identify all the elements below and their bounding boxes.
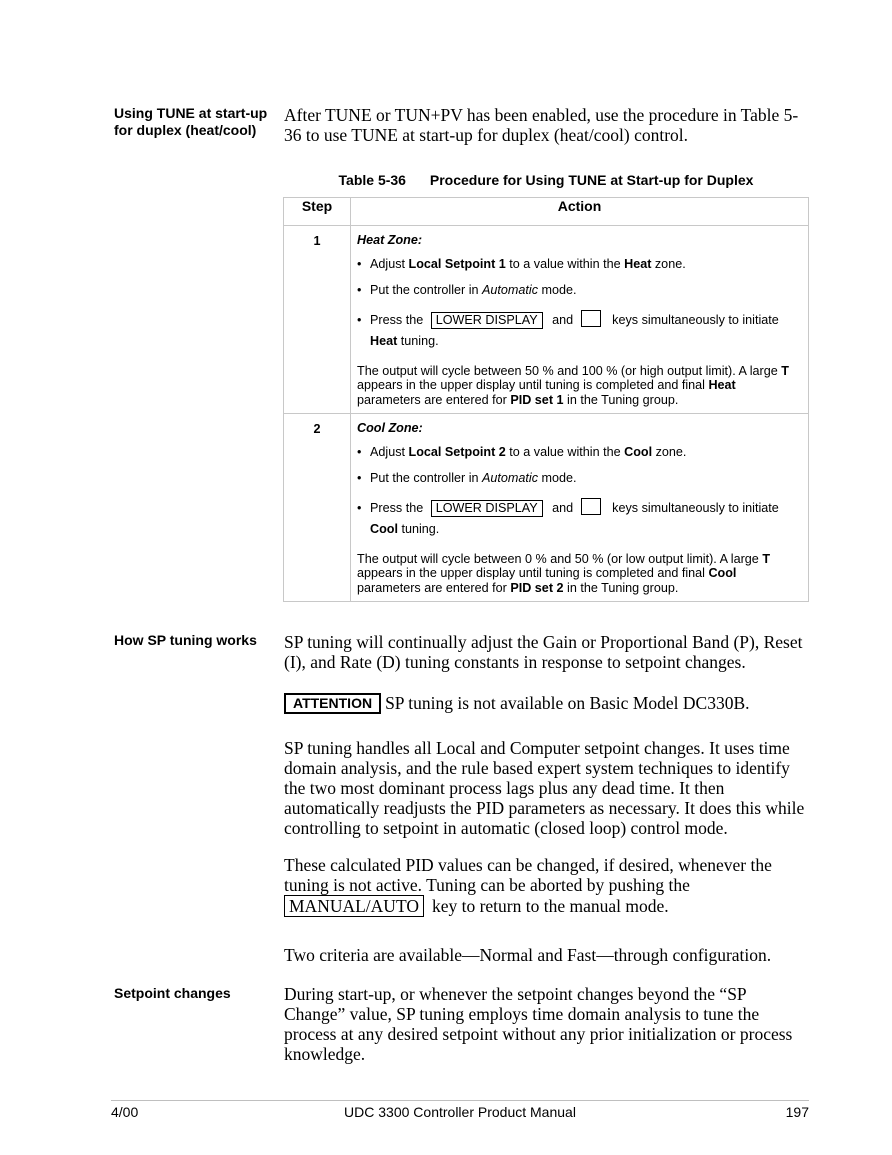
step-action	[351, 226, 809, 414]
step-note: The output will cycle between 0 % and 50 % (or low output limit). A large T appears in the upper display until tuning is completed and final Cool parameters are entered for PID set 2 in the Tuning group.	[357, 551, 771, 595]
attention-note	[284, 693, 810, 714]
blank-key-icon	[581, 310, 601, 327]
setpoint-changes-paragraph: During start-up, or whenever the setpoint changes beyond the “SP Change” value, SP tuning employs time domain analysis to tune the process at any desired setpoint without any prior initialization or process knowledge.	[284, 984, 793, 1064]
bullet-press-keys: • Press the LOWER DISPLAY and keys simultaneously to initiate Heat tuning.	[357, 310, 802, 352]
procedure-table	[283, 197, 809, 602]
lower-display-key: LOWER DISPLAY	[431, 500, 543, 517]
footer-rule	[111, 1100, 809, 1101]
table-row	[284, 226, 809, 414]
step-number: 1	[284, 226, 351, 414]
manual-auto-key: MANUAL/AUTO	[284, 895, 424, 917]
attention-text: SP tuning is not available on Basic Model DC330B.	[385, 693, 750, 713]
section-heading-tune-startup: Using TUNE at start-up for duplex (heat/cool)	[114, 105, 268, 138]
sp-tuning-paragraph-2: SP tuning handles all Local and Computer setpoint changes. It uses time domain analysis, and the rule based expert system techniques to identify the two most dominant process lags plus any dead time. It then automatically readjusts the PID parameters as necessary. It does this while controlling to setpoint in automatic (closed loop) control mode.	[284, 738, 805, 838]
footer-page-number: 197	[785, 1104, 809, 1120]
sp-tuning-paragraph-1: SP tuning will continually adjust the Gain or Proportional Band (P), Reset (I), and Rate (D) tuning constants in response to setpoint changes.	[284, 632, 803, 672]
section-heading-setpoint-changes: Setpoint changes	[114, 985, 231, 1001]
table-caption	[284, 172, 808, 188]
footer-date: 4/00	[111, 1104, 139, 1120]
zone-label: Cool Zone:	[357, 421, 423, 435]
sp-tuning-paragraph-4: Two criteria are available—Normal and Fast—through configuration.	[284, 945, 772, 965]
tune-startup-paragraph: After TUNE or TUN+PV has been enabled, use the procedure in Table 5-36 to use TUNE at start-up for duplex (heat/cool) control.	[284, 105, 799, 145]
bullet-automatic-mode: • Put the controller in Automatic mode.	[357, 471, 802, 486]
blank-key-icon	[581, 498, 601, 515]
column-header-action: Action	[351, 198, 809, 226]
footer-title: UDC 3300 Controller Product Manual	[344, 1104, 576, 1120]
bullet-adjust-setpoint: • Adjust Local Setpoint 1 to a value within the Heat zone.	[357, 257, 802, 272]
zone-label: Heat Zone:	[357, 233, 423, 247]
attention-badge: ATTENTION	[284, 693, 381, 714]
step-note: The output will cycle between 50 % and 100 % (or high output limit). A large T appears in the upper display until tuning is completed and final Heat parameters are entered for PID set 1 in the Tuning group.	[357, 363, 789, 407]
bullet-adjust-setpoint: • Adjust Local Setpoint 2 to a value within the Cool zone.	[357, 445, 802, 460]
section-heading-sp-tuning: How SP tuning works	[114, 632, 257, 648]
lower-display-key: LOWER DISPLAY	[431, 312, 543, 329]
bullet-press-keys: • Press the LOWER DISPLAY and keys simultaneously to initiate Cool tuning.	[357, 498, 802, 540]
sp-tuning-paragraph-3: These calculated PID values can be changed, if desired, whenever the tuning is not active. Tuning can be aborted by pushing the MANUAL/AUTO key to return to the manual mode.	[284, 855, 772, 916]
step-action	[351, 414, 809, 602]
column-header-step: Step	[284, 198, 351, 226]
table-row	[284, 414, 809, 602]
table-number: Table 5-36	[338, 172, 406, 188]
bullet-automatic-mode: • Put the controller in Automatic mode.	[357, 283, 802, 298]
step-number: 2	[284, 414, 351, 602]
table-title: Procedure for Using TUNE at Start-up for Duplex	[429, 172, 754, 188]
table-header-row	[284, 198, 809, 226]
